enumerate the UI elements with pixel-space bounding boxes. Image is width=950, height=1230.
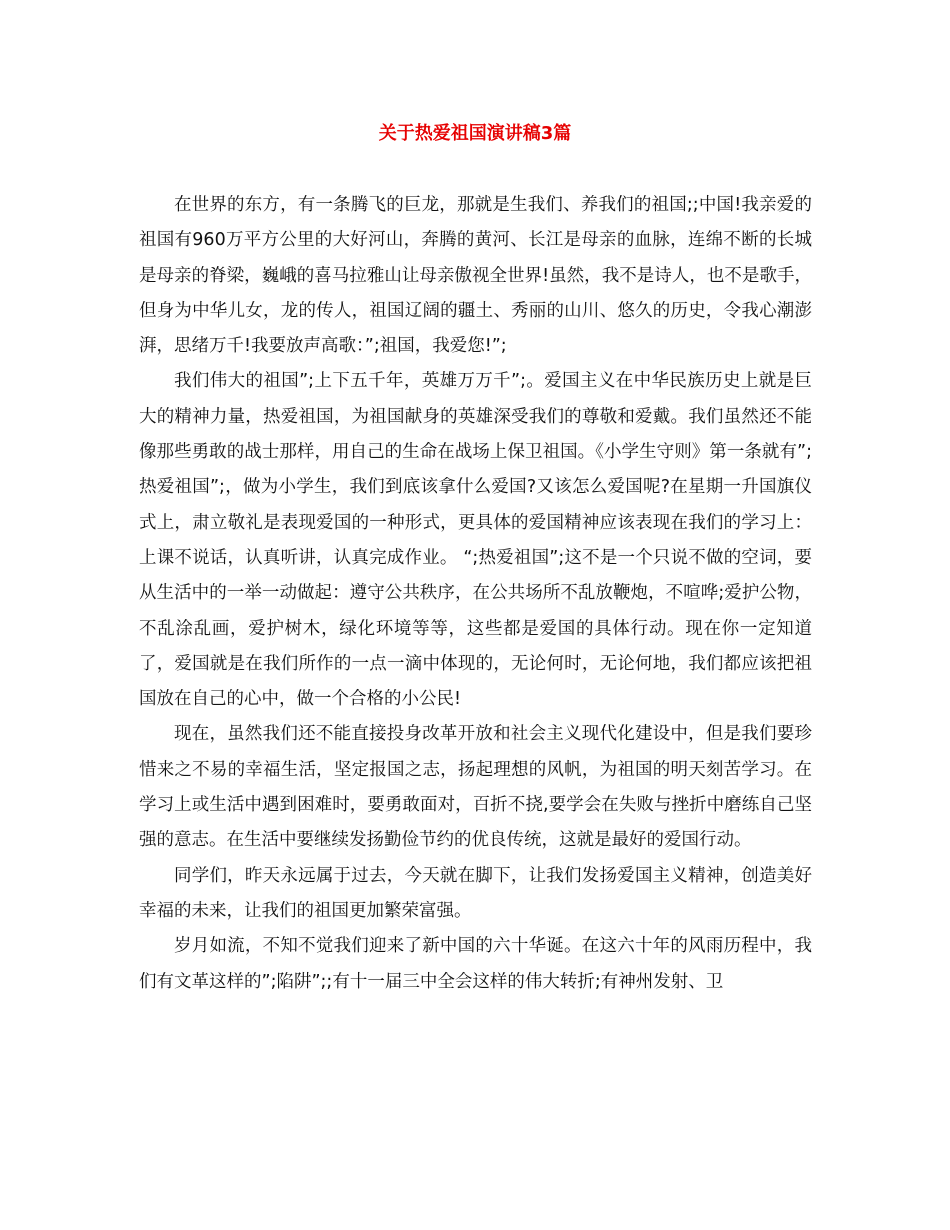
document-body (139, 188, 812, 1000)
paragraph-4: 同学们，昨天永远属于过去，今天就在脚下，让我们发扬爱国主义精神，创造美好幸福的未来，让我们的祖国更加繁荣富强。 (139, 865, 812, 921)
paragraph-5: 岁月如流，不知不觉我们迎来了新中国的六十华诞。在这六十年的风雨历程中，我们有文革这样的”;陷阱”;;有十一届三中全会这样的伟大转折;有神州发射、卫 (139, 936, 812, 992)
paragraph-1: 在世界的东方，有一条腾飞的巨龙，那就是生我们、养我们的祖国;;中国!我亲爱的祖国有960万平方公里的大好河山，奔腾的黄河、长江是母亲的血脉，连绵不断的长城是母亲的脊梁，巍峨的喜马拉雅山让母亲傲视全世界!虽然，我不是诗人，也不是歌手，但身为中华儿女，龙的传人，祖国辽阔的疆土、秀丽的山川、悠久的历史，令我心潮澎湃，思绪万千!我要放声高歌：”;祖国，我爱您!”; (139, 195, 812, 357)
paragraph-2: 我们伟大的祖国”;上下五千年，英雄万万千”;。爱国主义在中华民族历史上就是巨大的精神力量，热爱祖国，为祖国献身的英雄深受我们的尊敬和爱戴。我们虽然还不能像那些勇敢的战士那样，用自己的生命在战场上保卫祖国。《小学生守则》第一条就有”;热爱祖国”;，做为小学生，我们到底该拿什么爱国?又该怎么爱国呢?在星期一升国旗仪式上，肃立敬礼是表现爱国的一种形式，更具体的爱国精神应该表现在我们的学习上：上课不说话，认真听讲，认真完成作业。 “;热爱祖国”;这不是一个只说不做的空词，要从生活中的一举一动做起：遵守公共秩序，在公共场所不乱放鞭炮，不喧哗;爱护公物，不乱涂乱画，爱护树木，绿化环境等等，这些都是爱国的具体行动。现在你一定知道了，爱国就是在我们所作的一点一滴中体现的，无论何时，无论何地，我们都应该把祖国放在自己的心中，做一个合格的小公民! (139, 371, 812, 710)
paragraph-3: 现在，虽然我们还不能直接投身改革开放和社会主义现代化建设中，但是我们要珍惜来之不易的幸福生活，坚定报国之志，扬起理想的风帆，为祖国的明天刻苦学习。在学习上或生活中遇到困难时，要勇敢面对，百折不挠,要学会在失败与挫折中磨练自己坚强的意志。在生活中要继续发扬勤俭节约的优良传统，这就是最好的爱国行动。 (139, 724, 812, 851)
document-title: 关于热爱祖国演讲稿3篇 (378, 123, 572, 144)
